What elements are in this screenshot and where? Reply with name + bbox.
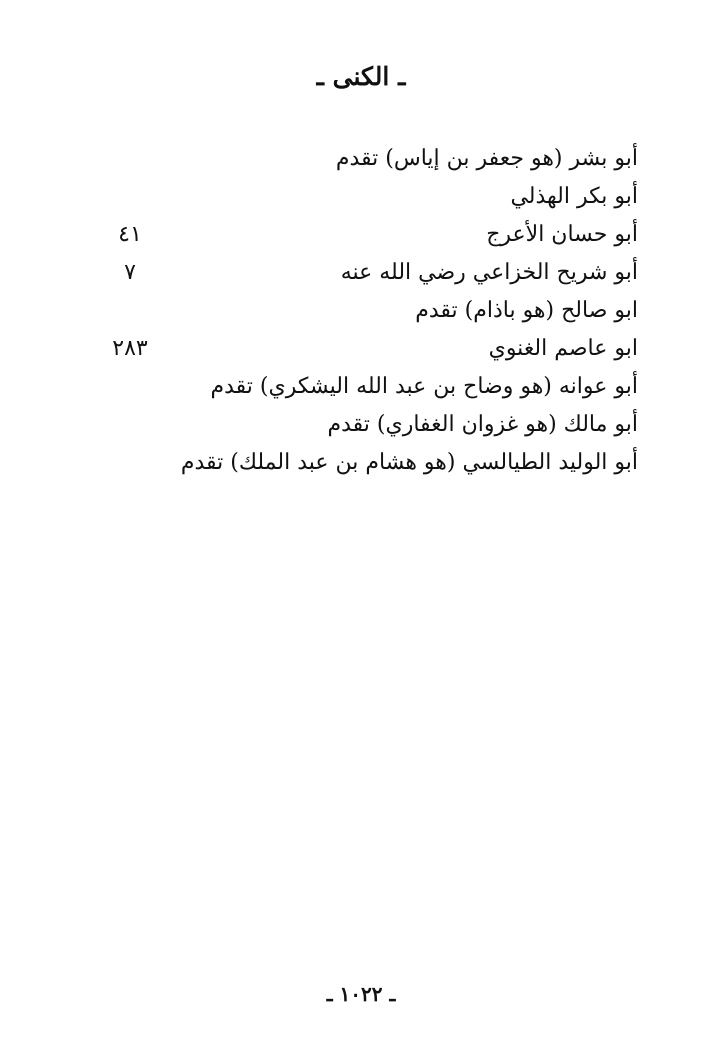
list-item	[100, 140, 638, 178]
entry-page-number: ٧	[124, 260, 136, 285]
list-item	[100, 216, 638, 254]
entry-name: أبو مالك (هو غزوان الغفاري) تقدم	[327, 412, 638, 437]
entry-name: أبو بشر (هو جعفر بن إياس) تقدم	[335, 146, 638, 171]
list-item	[100, 406, 638, 444]
entry-name: أبو الوليد الطيالسي (هو هشام بن عبد الملك) تقدم	[180, 450, 638, 475]
entry-page-number: ٢٨٣	[112, 336, 148, 361]
page-number: ـ ١٠٢٢ ـ	[326, 982, 396, 1006]
list-item	[100, 330, 638, 368]
list-item	[100, 254, 638, 292]
list-item	[100, 178, 638, 216]
list-item	[100, 292, 638, 330]
entry-name: أبو حسان الأعرج	[486, 222, 638, 247]
entry-name: أبو شريح الخزاعي رضي الله عنه	[340, 260, 638, 285]
entry-name: أبو بكر الهذلي	[510, 184, 638, 209]
entry-name: أبو عوانه (هو وضاح بن عبد الله اليشكري) تقدم	[210, 374, 638, 399]
entry-page-number: ٤١	[118, 222, 142, 247]
page-title: ـ الكنى ـ	[316, 62, 406, 91]
index-entries-list	[100, 140, 638, 482]
list-item	[100, 444, 638, 482]
entry-name: ابو عاصم الغنوي	[488, 336, 638, 361]
list-item	[100, 368, 638, 406]
entry-name: ابو صالح (هو باذام) تقدم	[415, 298, 638, 323]
